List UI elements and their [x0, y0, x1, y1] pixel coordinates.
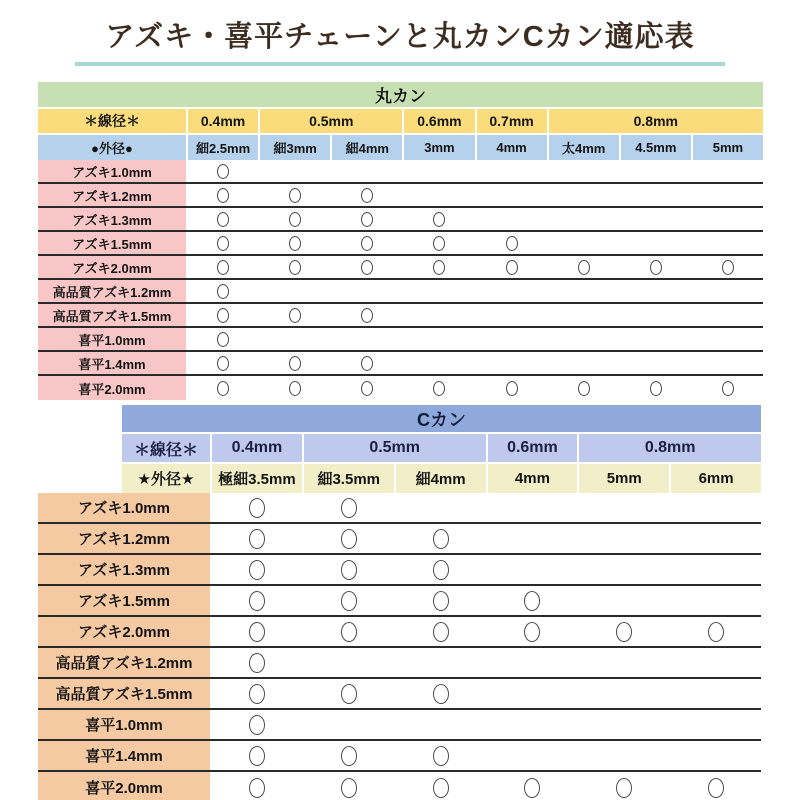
table-row: [38, 679, 761, 710]
empty-cell: [671, 648, 761, 677]
wire-diameter-0.5mm: 0.5mm: [304, 434, 486, 462]
compatible-cell: [549, 256, 619, 278]
compatible-cell: [332, 232, 402, 254]
compatible-cell: [304, 524, 394, 553]
compat-circle-icon: [289, 260, 301, 275]
chain-label: アズキ1.5mm: [38, 586, 210, 615]
compatible-cell: [304, 772, 394, 800]
compat-circle-icon: [249, 653, 265, 673]
compat-circle-icon: [433, 212, 445, 227]
table-row: [38, 648, 761, 679]
table-row: [38, 772, 761, 800]
compat-circle-icon: [722, 381, 734, 396]
empty-cell: [621, 232, 691, 254]
maru-kan-wire-diameter-row: [38, 109, 763, 133]
compatible-cell: [260, 352, 330, 374]
compatible-cell: [304, 741, 394, 770]
empty-cell: [549, 208, 619, 230]
compatible-cell: [304, 555, 394, 584]
compatible-cell: [671, 617, 761, 646]
empty-cell: [693, 232, 763, 254]
empty-cell: [488, 493, 578, 522]
compat-circle-icon: [217, 164, 229, 179]
empty-cell: [693, 208, 763, 230]
chain-label: 喜平1.0mm: [38, 710, 210, 739]
compat-circle-icon: [249, 622, 265, 642]
empty-cell: [549, 352, 619, 374]
chain-label: 喜平1.4mm: [38, 352, 186, 374]
compatible-cell: [332, 304, 402, 326]
compat-circle-icon: [341, 746, 357, 766]
empty-cell: [404, 184, 474, 206]
compat-circle-icon: [524, 622, 540, 642]
empty-cell: [693, 328, 763, 350]
wire-diameter-0.6mm: 0.6mm: [404, 109, 474, 133]
empty-cell: [488, 741, 578, 770]
c-kan-wire-diameter-row: [122, 434, 761, 462]
compat-circle-icon: [289, 188, 301, 203]
chain-label: アズキ1.0mm: [38, 493, 210, 522]
empty-cell: [693, 304, 763, 326]
compat-circle-icon: [249, 498, 265, 518]
maru-kan-table-title: 丸カン: [38, 82, 763, 107]
empty-cell: [671, 679, 761, 708]
compat-circle-icon: [341, 498, 357, 518]
chain-label: 喜平1.0mm: [38, 328, 186, 350]
compat-circle-icon: [217, 188, 229, 203]
empty-cell: [579, 648, 669, 677]
compatible-cell: [212, 586, 302, 615]
wire-diameter-0.6mm: 0.6mm: [488, 434, 578, 462]
compat-circle-icon: [361, 188, 373, 203]
empty-cell: [579, 493, 669, 522]
compatible-cell: [404, 256, 474, 278]
compatible-cell: [579, 772, 669, 800]
table-row: [38, 493, 761, 524]
empty-cell: [671, 524, 761, 553]
compatible-cell: [188, 208, 258, 230]
compatible-cell: [549, 376, 619, 400]
compat-circle-icon: [361, 260, 373, 275]
empty-cell: [621, 352, 691, 374]
compatible-cell: [579, 617, 669, 646]
compat-circle-icon: [289, 356, 301, 371]
compat-circle-icon: [341, 591, 357, 611]
compat-circle-icon: [433, 591, 449, 611]
table-row: [38, 232, 763, 256]
compat-circle-icon: [217, 356, 229, 371]
maru-kan-outer-diameter-row: [38, 135, 763, 160]
chain-label: 高品質アズキ1.2mm: [38, 280, 186, 302]
compatible-cell: [488, 617, 578, 646]
c-kan-outer-diameter-row: [122, 464, 761, 493]
page-title: アズキ・喜平チェーンと丸カンCカン適応表: [75, 14, 724, 66]
compat-circle-icon: [506, 260, 518, 275]
compatible-cell: [188, 232, 258, 254]
compat-circle-icon: [433, 622, 449, 642]
empty-cell: [404, 304, 474, 326]
empty-cell: [549, 160, 619, 182]
empty-cell: [477, 280, 547, 302]
empty-cell: [671, 586, 761, 615]
compat-circle-icon: [524, 778, 540, 798]
empty-cell: [488, 648, 578, 677]
compatible-cell: [260, 256, 330, 278]
compatible-cell: [332, 352, 402, 374]
compat-circle-icon: [217, 212, 229, 227]
table-row: [38, 208, 763, 232]
table-row: [38, 555, 761, 586]
compatible-cell: [396, 741, 486, 770]
compat-circle-icon: [341, 529, 357, 549]
chain-label: アズキ1.5mm: [38, 232, 186, 254]
table-row: [38, 328, 763, 352]
empty-cell: [579, 679, 669, 708]
chain-label: 高品質アズキ1.2mm: [38, 648, 210, 677]
compat-circle-icon: [289, 212, 301, 227]
compatible-cell: [693, 256, 763, 278]
chain-label: 高品質アズキ1.5mm: [38, 679, 210, 708]
empty-cell: [332, 160, 402, 182]
chain-label: アズキ1.3mm: [38, 208, 186, 230]
empty-cell: [671, 493, 761, 522]
wire-diameter-0.8mm: 0.8mm: [549, 109, 763, 133]
table-row: [38, 617, 761, 648]
compatible-cell: [304, 586, 394, 615]
table-row: [38, 741, 761, 772]
empty-cell: [549, 328, 619, 350]
compatible-cell: [260, 232, 330, 254]
compatible-cell: [621, 376, 691, 400]
compatible-cell: [212, 617, 302, 646]
chain-label: アズキ1.0mm: [38, 160, 186, 182]
compatible-cell: [188, 352, 258, 374]
compatible-cell: [396, 524, 486, 553]
c-kan-wire-diameter-label: ＊線径＊: [122, 434, 210, 462]
empty-cell: [693, 184, 763, 206]
outer-diameter-細3.5mm: 細3.5mm: [304, 464, 394, 493]
compat-circle-icon: [249, 560, 265, 580]
compatible-cell: [396, 555, 486, 584]
c-kan-table-title: Cカン: [122, 405, 761, 432]
empty-cell: [549, 232, 619, 254]
chain-label: アズキ1.3mm: [38, 555, 210, 584]
compat-circle-icon: [433, 746, 449, 766]
compat-circle-icon: [433, 529, 449, 549]
compatible-cell: [188, 376, 258, 400]
empty-cell: [396, 493, 486, 522]
compatible-cell: [260, 376, 330, 400]
compatible-cell: [332, 184, 402, 206]
empty-cell: [549, 184, 619, 206]
compat-circle-icon: [578, 260, 590, 275]
compatible-cell: [488, 772, 578, 800]
empty-cell: [621, 184, 691, 206]
empty-cell: [404, 352, 474, 374]
empty-cell: [404, 280, 474, 302]
outer-diameter-4mm: 4mm: [488, 464, 578, 493]
compatible-cell: [212, 772, 302, 800]
empty-cell: [579, 710, 669, 739]
table-row: [38, 184, 763, 208]
empty-cell: [488, 524, 578, 553]
c-kan-compatibility-rows: [38, 493, 761, 800]
compat-circle-icon: [708, 622, 724, 642]
compatible-cell: [396, 679, 486, 708]
compat-circle-icon: [217, 308, 229, 323]
compat-circle-icon: [433, 560, 449, 580]
compat-circle-icon: [361, 356, 373, 371]
compat-circle-icon: [289, 236, 301, 251]
wire-diameter-0.5mm: 0.5mm: [260, 109, 402, 133]
compatible-cell: [212, 679, 302, 708]
empty-cell: [693, 280, 763, 302]
compatible-cell: [477, 232, 547, 254]
compatible-cell: [212, 524, 302, 553]
compatible-cell: [260, 304, 330, 326]
empty-cell: [332, 328, 402, 350]
empty-cell: [260, 160, 330, 182]
wire-diameter-0.7mm: 0.7mm: [477, 109, 547, 133]
table-row: [38, 304, 763, 328]
table-row: [38, 256, 763, 280]
empty-cell: [477, 328, 547, 350]
empty-cell: [693, 352, 763, 374]
compatible-cell: [304, 617, 394, 646]
outer-diameter-細3mm: 細3mm: [260, 135, 330, 160]
empty-cell: [396, 710, 486, 739]
empty-cell: [396, 648, 486, 677]
empty-cell: [304, 648, 394, 677]
empty-cell: [477, 184, 547, 206]
compat-circle-icon: [650, 381, 662, 396]
compat-circle-icon: [616, 622, 632, 642]
compatible-cell: [396, 772, 486, 800]
table-row: [38, 524, 761, 555]
compatible-cell: [332, 376, 402, 400]
compat-circle-icon: [341, 684, 357, 704]
compatible-cell: [212, 555, 302, 584]
table-row: [38, 586, 761, 617]
compat-circle-icon: [578, 381, 590, 396]
wire-diameter-0.4mm: 0.4mm: [212, 434, 302, 462]
compatible-cell: [212, 710, 302, 739]
compatible-cell: [212, 648, 302, 677]
chain-label: アズキ1.2mm: [38, 184, 186, 206]
chain-label: アズキ1.2mm: [38, 524, 210, 553]
chain-label: アズキ2.0mm: [38, 256, 186, 278]
compatible-cell: [188, 160, 258, 182]
compat-circle-icon: [217, 332, 229, 347]
compatible-cell: [212, 493, 302, 522]
empty-cell: [477, 208, 547, 230]
empty-cell: [621, 328, 691, 350]
outer-diameter-3mm: 3mm: [404, 135, 474, 160]
compatible-cell: [477, 256, 547, 278]
empty-cell: [579, 524, 669, 553]
compat-circle-icon: [433, 684, 449, 704]
chain-label: 喜平2.0mm: [38, 376, 186, 400]
chain-label: 喜平2.0mm: [38, 772, 210, 800]
c-kan-outer-diameter-label: ★外径★: [122, 464, 210, 493]
compatible-cell: [304, 679, 394, 708]
compat-circle-icon: [249, 529, 265, 549]
compat-circle-icon: [249, 591, 265, 611]
compat-circle-icon: [217, 260, 229, 275]
maru-kan-compatibility-rows: [38, 160, 763, 400]
chain-label: アズキ2.0mm: [38, 617, 210, 646]
compat-circle-icon: [249, 715, 265, 735]
compat-circle-icon: [341, 622, 357, 642]
compat-circle-icon: [433, 778, 449, 798]
compat-circle-icon: [506, 381, 518, 396]
compat-circle-icon: [506, 236, 518, 251]
empty-cell: [477, 304, 547, 326]
chain-label: 喜平1.4mm: [38, 741, 210, 770]
compat-circle-icon: [289, 381, 301, 396]
compat-circle-icon: [217, 381, 229, 396]
compat-circle-icon: [249, 778, 265, 798]
compatible-cell: [212, 741, 302, 770]
maru-kan-outer-diameter-label: ●外径●: [38, 135, 186, 160]
outer-diameter-6mm: 6mm: [671, 464, 761, 493]
table-row: [38, 710, 761, 741]
empty-cell: [579, 555, 669, 584]
title-area: [0, 14, 800, 66]
compatible-cell: [260, 208, 330, 230]
empty-cell: [488, 679, 578, 708]
compat-circle-icon: [708, 778, 724, 798]
compat-circle-icon: [650, 260, 662, 275]
empty-cell: [579, 586, 669, 615]
empty-cell: [621, 208, 691, 230]
compatible-cell: [621, 256, 691, 278]
compat-circle-icon: [249, 746, 265, 766]
compatible-cell: [188, 256, 258, 278]
empty-cell: [549, 280, 619, 302]
empty-cell: [621, 280, 691, 302]
empty-cell: [477, 160, 547, 182]
compat-circle-icon: [361, 212, 373, 227]
compatible-cell: [260, 184, 330, 206]
compat-circle-icon: [722, 260, 734, 275]
compat-circle-icon: [433, 381, 445, 396]
maru-kan-wire-diameter-label: ＊線径＊: [38, 109, 186, 133]
outer-diameter-5mm: 5mm: [693, 135, 763, 160]
wire-diameter-0.4mm: 0.4mm: [188, 109, 258, 133]
empty-cell: [693, 160, 763, 182]
compat-circle-icon: [217, 284, 229, 299]
compatible-cell: [693, 376, 763, 400]
empty-cell: [671, 741, 761, 770]
compat-circle-icon: [616, 778, 632, 798]
compat-circle-icon: [217, 236, 229, 251]
wire-diameter-0.8mm: 0.8mm: [579, 434, 761, 462]
compatible-cell: [188, 184, 258, 206]
empty-cell: [260, 328, 330, 350]
table-row: [38, 352, 763, 376]
empty-cell: [332, 280, 402, 302]
compatible-cell: [671, 772, 761, 800]
compatible-cell: [404, 208, 474, 230]
compatible-cell: [396, 586, 486, 615]
compatible-cell: [188, 304, 258, 326]
empty-cell: [579, 741, 669, 770]
empty-cell: [260, 280, 330, 302]
compatible-cell: [404, 232, 474, 254]
compatible-cell: [188, 280, 258, 302]
compat-circle-icon: [361, 381, 373, 396]
empty-cell: [404, 160, 474, 182]
compatible-cell: [332, 208, 402, 230]
outer-diameter-5mm: 5mm: [579, 464, 669, 493]
compatible-cell: [188, 328, 258, 350]
outer-diameter-4.5mm: 4.5mm: [621, 135, 691, 160]
compat-circle-icon: [361, 308, 373, 323]
table-row: [38, 280, 763, 304]
outer-diameter-太4mm: 太4mm: [549, 135, 619, 160]
table-row: [38, 376, 763, 400]
outer-diameter-極細3.5mm: 極細3.5mm: [212, 464, 302, 493]
empty-cell: [488, 555, 578, 584]
empty-cell: [671, 555, 761, 584]
compat-circle-icon: [433, 236, 445, 251]
compatible-cell: [404, 376, 474, 400]
outer-diameter-細4mm: 細4mm: [396, 464, 486, 493]
outer-diameter-細4mm: 細4mm: [332, 135, 402, 160]
empty-cell: [488, 710, 578, 739]
empty-cell: [477, 352, 547, 374]
compat-circle-icon: [289, 308, 301, 323]
compat-circle-icon: [361, 236, 373, 251]
compat-circle-icon: [433, 260, 445, 275]
compat-circle-icon: [341, 560, 357, 580]
c-kan-table-header: [122, 405, 761, 493]
empty-cell: [621, 160, 691, 182]
empty-cell: [621, 304, 691, 326]
compatible-cell: [488, 586, 578, 615]
empty-cell: [549, 304, 619, 326]
table-row: [38, 160, 763, 184]
chain-label: 高品質アズキ1.5mm: [38, 304, 186, 326]
compat-circle-icon: [524, 591, 540, 611]
empty-cell: [304, 710, 394, 739]
compat-circle-icon: [341, 778, 357, 798]
compatible-cell: [304, 493, 394, 522]
compatible-cell: [396, 617, 486, 646]
empty-cell: [404, 328, 474, 350]
maru-kan-table: [38, 82, 763, 400]
outer-diameter-細2.5mm: 細2.5mm: [188, 135, 258, 160]
empty-cell: [671, 710, 761, 739]
compatible-cell: [332, 256, 402, 278]
compatible-cell: [477, 376, 547, 400]
compat-circle-icon: [249, 684, 265, 704]
outer-diameter-4mm: 4mm: [477, 135, 547, 160]
